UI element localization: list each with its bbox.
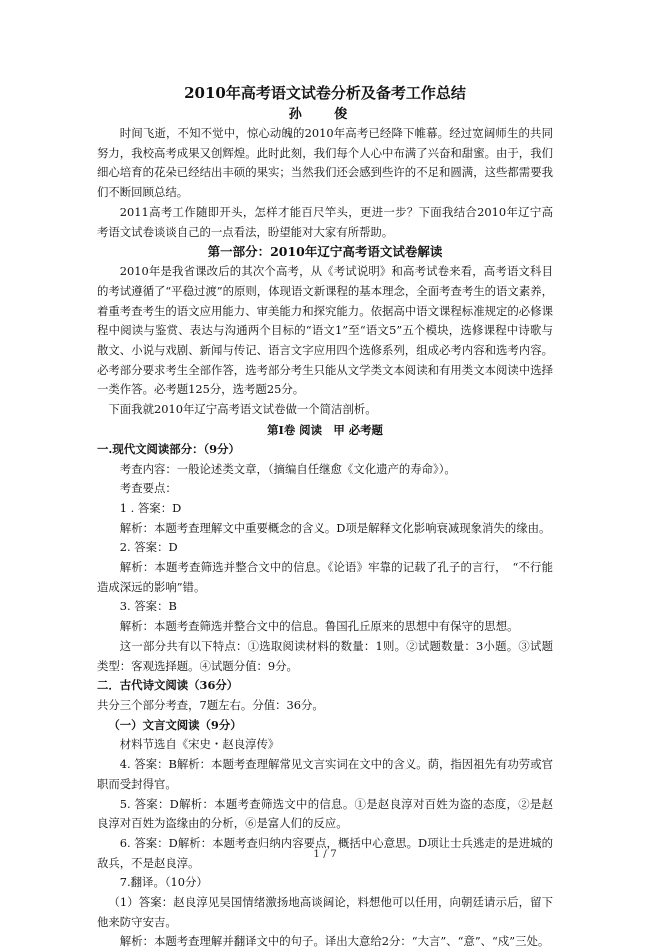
section2a-line: 材料节选自《宋史・赵良淳传》 — [119, 737, 280, 752]
section1-heading: 一.现代文阅读部分：（9分） — [97, 441, 240, 456]
intro-paragraph-1: 时间飞逝，不知不觉中，惊心动魄的2010年高考已经降下帷幕。经过宽阔师生的共同努力，我校高考成果又创辉煌。此时此刻，我们每个人心中布满了兴奋和甜蜜。由于，我们细心培育的花朵已经结出丰硕的果实；当然我们还会感到些许的不足和圆满，这些都需要我们不断回顾总结。 — [97, 126, 553, 200]
section1-line: 解析：本题考查筛选并整合文中的信息。鲁国孔丘原来的思想中有保守的思想。 — [119, 619, 519, 634]
part1-heading: 第一部分：2010年辽宁高考语文试卷解读 — [207, 244, 443, 260]
volume1-heading: 第Ⅰ卷 阅读 甲 必考题 — [267, 422, 383, 437]
section2a-line: 6. 答案：D解析：本题考查归纳内容要点，概括中心意思。D项让士兵逃走的是进城的敌兵，不是赵良淳。 — [97, 835, 553, 870]
page-number: 1 / 7 — [313, 848, 337, 860]
section2a-last-line: 解析：本题考查理解并翻译文中的句子。译出大意给2分：“大言”、“意”、“戍”三处。 — [119, 934, 550, 949]
section2a-line: 4. 答案：B解析：本题考查理解常见文言实词在文中的含义。荫，指因祖先有功劳或官职而受封得官。 — [97, 757, 553, 791]
part1-paragraph-1: 2010年是我省课改后的其次个高考，从《考试说明》和高考试卷来看，高考语文科目的考试遵循了“平稳过渡”的原则，体现语文新课程的基本理念，全面考查考生的语文素养，着重考查考生的语文应用能力、审美能力和探究能力。依据高中语文课程标准规定的必修课程中阅读与鉴赏、表达与沟通两个目标的“语文1”至“语文5”五个模块，选修课程中诗歌与散文、小说与戏剧、新闻与传记、语言文字应用四个选修系列，组成必考内容和选考内容。必考部分要求考生全部作答，选考部分考生只能从文学类文本阅读和有用类文本阅读中选择一类作答。必考题125分，选考题25分。 — [97, 264, 553, 397]
section1-line: 解析：本题考查筛选并整合文中的信息。《论语》牢靠的记载了孔子的言行， “不行能造成深远的影响”错。 — [97, 560, 553, 594]
section1-line: 3. 答案：B — [119, 599, 177, 614]
section1-line: 1 . 答案：D — [119, 500, 182, 515]
section2a-heading: （一）文言文阅读（9分） — [108, 717, 242, 732]
section1-line: 这一部分共有以下特点：①选取阅读材料的数量：1则。②试题数量：3小题。③试题类型：客观选择题。④试题分值：9分。 — [97, 638, 553, 673]
section2a-line: 5. 答案：D解析：本题考查筛选文中的信息。①是赵良淳对百姓为盗的态度，②是赵良淳对百姓为盗缘由的分析，⑥是富人们的反应。 — [97, 796, 553, 831]
section2a-translation: （1）答案：赵良淳见吴国情绪激扬地高谈阔论，料想他可以任用，向朝廷请示后，留下他来防守安吉。 — [97, 895, 553, 929]
document-page — [97, 82, 553, 952]
section1-line: 考查内容：一般论述类文章，（摘编自任继愈《文化遗产的寿命》）。 — [119, 461, 456, 476]
section2-summary: 共分三个部分考查，7题左右。分值：36分。 — [97, 697, 324, 712]
section1-line: 考查要点： — [119, 481, 177, 496]
section1-line: 解析：本题考查理解文中重要概念的含义。D项是解释文化影响衰减现象消失的缘由。 — [119, 520, 551, 535]
part1-paragraph-2: 下面我就2010年辽宁高考语文试卷做一个简洁剖析。 — [108, 402, 377, 417]
intro-paragraph-2: 2011高考工作随即开头，怎样才能百尺竿头，更进一步？下面我结合2010年辽宁高考语文试卷谈谈自己的一点看法，盼望能对大家有所帮助。 — [97, 204, 553, 239]
section2a-line: 7.翻译。（10分） — [119, 875, 208, 890]
document-title: 2010年高考语文试卷分析及备考工作总结 — [184, 84, 466, 102]
section2-heading: 二．古代诗文阅读（36分） — [97, 678, 239, 693]
section1-line: 2. 答案：D — [119, 540, 178, 555]
author-name: 孙 俊 — [288, 107, 362, 122]
